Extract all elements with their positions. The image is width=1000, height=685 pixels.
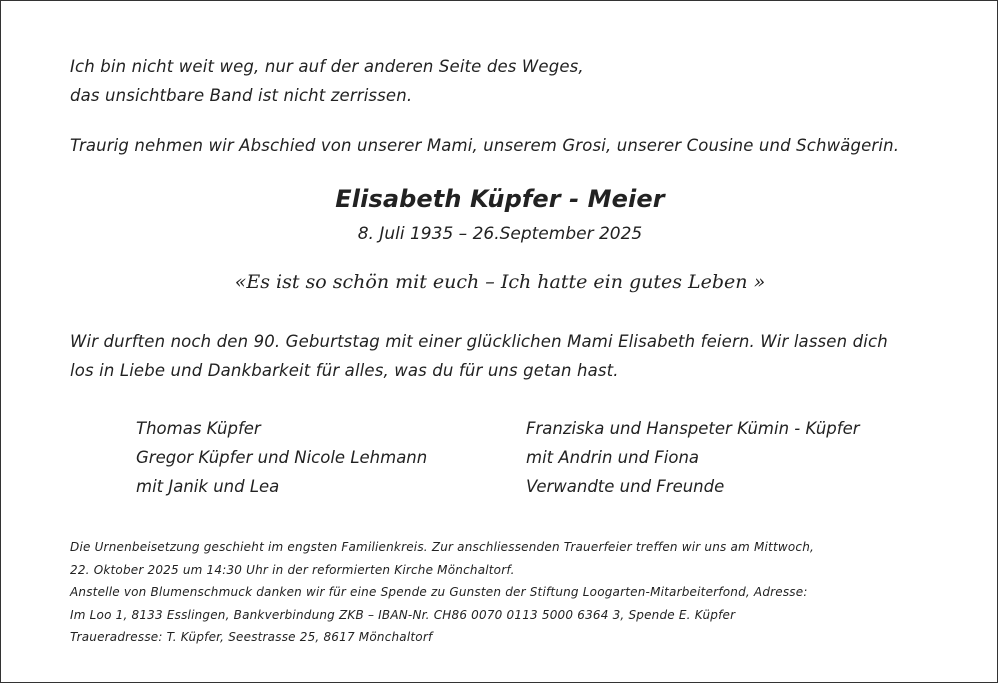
message-line-1: Wir durften noch den 90. Geburtstag mit einer glücklichen Mami Elisabeth feiern. Wir lassen dich (70, 332, 888, 351)
mourner-line: mit Andrin und Fiona (526, 448, 700, 467)
mourners-left (136, 414, 427, 501)
notice-line: Anstelle von Blumenschmuck danken wir für eine Spende zu Gunsten der Stiftung Loogarten-Mitarbeiterfond, Adresse: (70, 585, 808, 599)
intro-text: Traurig nehmen wir Abschied von unserer Mami, unserem Grosi, unserer Cousine und Schwägerin. (70, 136, 900, 155)
mourner-line: Franziska und Hanspeter Kümin - Küpfer (526, 419, 860, 438)
quote: «Es ist so schön mit euch – Ich hatte ein gutes Leben » (234, 271, 766, 293)
deceased-name: Elisabeth Küpfer - Meier (335, 185, 665, 213)
mourner-line: mit Janik und Lea (136, 477, 280, 496)
notice-line: 22. Oktober 2025 um 14:30 Uhr in der reformierten Kirche Mönchaltorf. (70, 562, 515, 577)
mourner-line: Verwandte und Freunde (526, 477, 725, 496)
life-dates: 8. Juli 1935 – 26.September 2025 (357, 224, 643, 244)
notice-line: Traueradresse: T. Küpfer, Seestrasse 25, 8617 Mönchaltorf (70, 630, 433, 644)
notice-line: Die Urnenbeisetzung geschieht im engsten Familienkreis. Zur anschliessenden Trauerfeier treffen wir uns am Mittwoch, (70, 540, 815, 554)
verse (70, 52, 584, 110)
message (70, 327, 888, 385)
funeral-notice (70, 536, 814, 649)
mourner-line: Gregor Küpfer und Nicole Lehmann (136, 448, 428, 467)
verse-line-1: Ich bin nicht weit weg, nur auf der anderen Seite des Weges, (70, 57, 584, 76)
notice-line: Im Loo 1, 8133 Esslingen, Bankverbindung ZKB – IBAN-Nr. CH86 0070 0113 5000 6364 3, Spende E. Küpfer (70, 607, 736, 622)
message-line-2: los in Liebe und Dankbarkeit für alles, was du für uns getan hast. (70, 361, 619, 380)
mourners-right (526, 414, 860, 501)
mourner-line: Thomas Küpfer (136, 419, 261, 438)
verse-line-2: das unsichtbare Band ist nicht zerrissen. (70, 86, 413, 105)
